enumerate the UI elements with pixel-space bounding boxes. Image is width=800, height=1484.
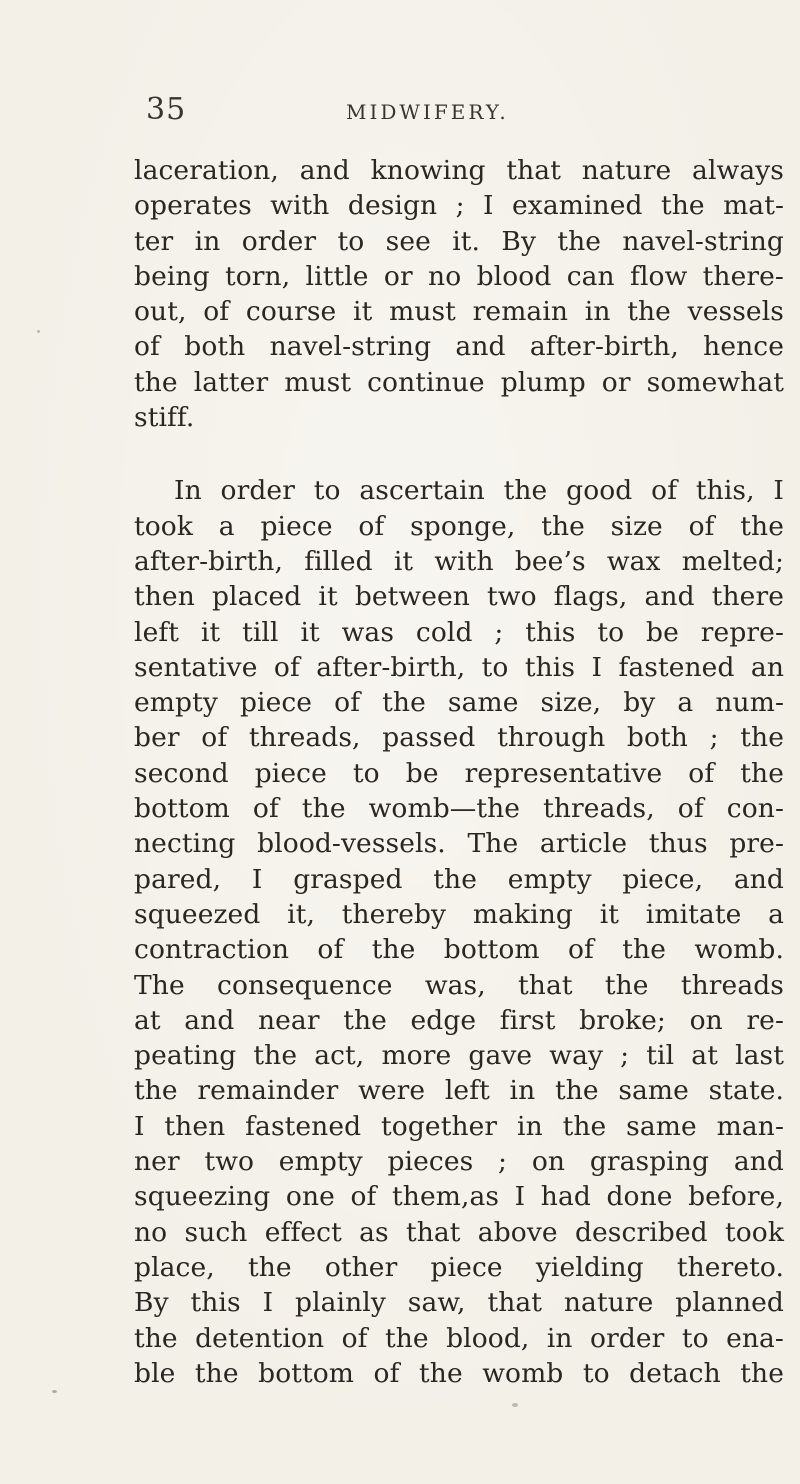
paper-speck — [512, 1403, 518, 1407]
text-line: pared, I grasped the empty piece, and — [134, 863, 784, 895]
text-line: ber of threads, passed through both ; the — [134, 722, 784, 754]
text-line: ble the bottom of the womb to detach the — [134, 1357, 784, 1389]
page-number: 35 — [146, 92, 187, 127]
text-line: took a piece of sponge, the size of the — [134, 510, 784, 542]
text-line: second piece to be representative of the — [134, 757, 784, 789]
text-line: squeezed it, thereby making it imitate a — [134, 898, 784, 930]
text-line: left it till it was cold ; this to be repre- — [134, 616, 784, 648]
text-line: I then fastened together in the same man- — [134, 1110, 784, 1142]
text-line: laceration, and knowing that nature always — [134, 155, 784, 186]
text-line: contraction of the bottom of the womb. — [134, 934, 784, 966]
text-line: In order to ascertain the good of this, I — [174, 475, 784, 507]
text-line: The consequence was, that the threads — [134, 969, 784, 1001]
text-line: of both navel-string and after-birth, hence — [134, 331, 784, 363]
text-line: at and near the edge first broke; on re- — [134, 1004, 784, 1036]
text-line: the remainder were left in the same state. — [134, 1075, 784, 1107]
text-line: place, the other piece yielding thereto. — [134, 1251, 784, 1283]
text-line: then placed it between two flags, and there — [134, 581, 784, 613]
body-text — [134, 153, 784, 1391]
text-line: after-birth, filled it with bee’s wax melted; — [134, 545, 784, 577]
text-line: stiff. — [134, 402, 195, 434]
running-head: MIDWIFERY. — [346, 100, 509, 124]
text-line: peating the act, more gave way ; til at last — [134, 1040, 784, 1072]
paper-speck — [37, 330, 40, 333]
text-line: the latter must continue plump or somewhat — [134, 366, 784, 398]
text-line: operates with design ; I examined the mat- — [134, 190, 784, 222]
text-line: the detention of the blood, in order to ena- — [134, 1322, 784, 1354]
text-line: ner two empty pieces ; on grasping and — [134, 1146, 784, 1178]
text-line: sentative of after-birth, to this I fastened an — [134, 651, 784, 683]
text-line: being torn, little or no blood can flow there- — [134, 260, 784, 292]
text-line: ter in order to see it. By the navel-string — [134, 225, 784, 257]
text-line: no such effect as that above described took — [134, 1216, 784, 1248]
text-line: necting blood-vessels. The article thus pre- — [134, 828, 784, 860]
paper-speck — [52, 1390, 57, 1393]
text-line: out, of course it must remain in the vessels — [134, 296, 784, 328]
page-header — [146, 92, 666, 132]
text-line: empty piece of the same size, by a num- — [134, 687, 784, 719]
paragraph-gap — [134, 435, 784, 473]
text-line: bottom of the womb—the threads, of con- — [134, 793, 784, 825]
text-line: By this I plainly saw, that nature planned — [134, 1287, 784, 1319]
text-line: squeezing one of them,as I had done before, — [134, 1181, 784, 1213]
